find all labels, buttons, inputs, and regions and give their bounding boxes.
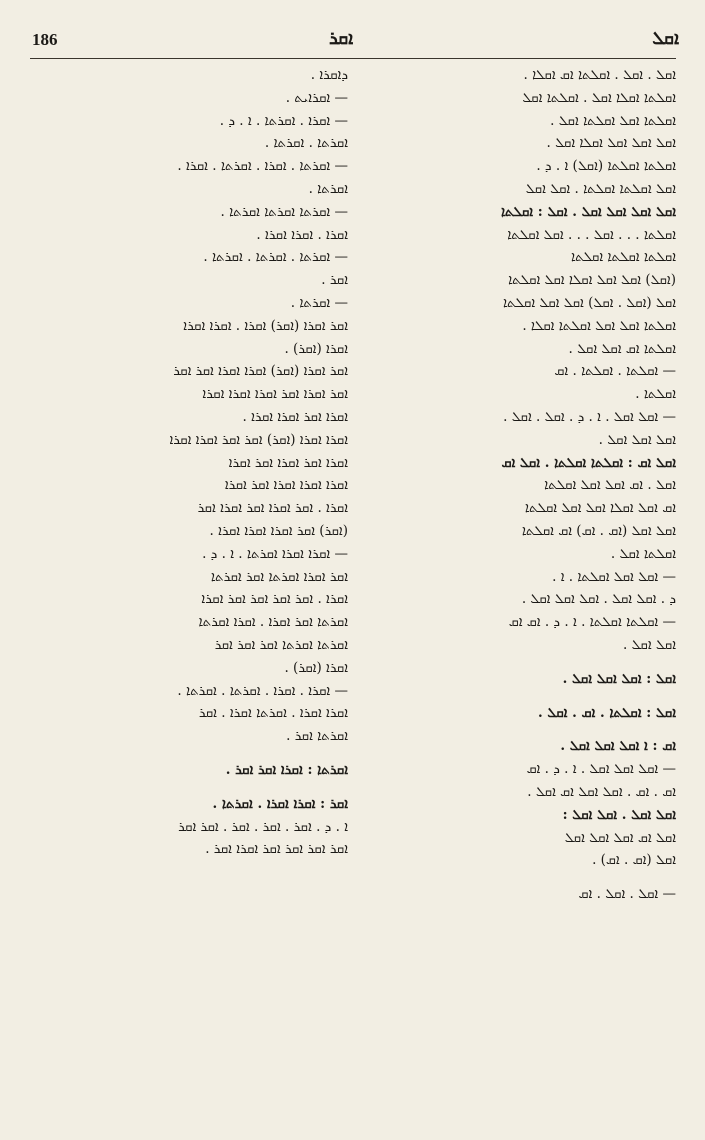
text-line <box>360 724 676 735</box>
text-line: ܐܩܪܐ ܐܩܪܐ . ܐܩܪܬܐ ܐܩܪܐ . ܐܩܪ <box>198 705 348 722</box>
text-line: ܐܩܪܬܐ ܐܩܪ . <box>286 728 348 745</box>
text-line: ܐܩܠ (ܐܩ . ܐܩ) . <box>592 852 676 869</box>
text-line: ܐܩܪܐ (ܐܩܪ) . <box>284 340 348 357</box>
text-line: ܐܩܠܬܐ . . . ܐܩܠ . . . ܐܩܠ ܐܩܠܬܐ <box>507 226 676 243</box>
text-line: — ܐܩܪܬܐ . ܐܩܪܐ . ܐܩܪܬܐ . ܐܩܪܐ . <box>177 158 348 175</box>
text-line: ܐܩܠ ܐܩܠ ܐܩܠ ܐܩܠܐ ܐܩܠ . <box>546 135 676 152</box>
text-line: ܐܩܪܐ ܐܩܪ ܐܩܪܐ ܐܩܪ ܐܩܪܐ <box>228 454 348 471</box>
text-line: — ܐܩܪܐ . ܐܩܪܬܐ . ܐ . ܕ . <box>219 112 348 129</box>
text-line: ܐܩܠܬܐ ܐܩܠܬܐ (ܐܩܠ) ܐ . ܕ . <box>536 158 676 175</box>
text-line: ܐܩܠ ܐܩܠ ܐܩܠ . <box>598 431 676 448</box>
text-line: — ܐܩܪܬܐ . <box>290 294 348 311</box>
text-line: ܕ . ܐܩܠ ܐܩܠ . ܐܩܠ ܐܩܠ ܐܩܠ . <box>521 591 676 608</box>
header-rule <box>30 58 676 59</box>
text-line: ܐܩܠܬܐ ܐܩܠ ܐܩܠܬܐ ܐܩܠ . <box>550 112 676 129</box>
text-line: ܐܩܪܐ (ܐܩܪ) . <box>284 659 348 676</box>
page-number: 186 <box>32 30 58 49</box>
text-line: ܐܩܪܬܐ : ܐܩܪܐ ܐܩܪ ܐܩܪ . <box>225 761 348 778</box>
text-line: ܐܩܪܐ ܐܩܪܐ (ܐܩܪ) ܐܩܪ ܐܩܪ ܐܩܪܐ ܐܩܪܐ <box>169 431 348 448</box>
text-line: — ܐܩܪܬܐ ܐܩܪܬܐ ܐܩܪܬܐ . <box>220 203 348 220</box>
text-line: (ܐܩܠ) ܐܩܠ ܐܩܠ ܐܩܠܐ ܐܩܠ ܐܩܠܬܐ <box>508 272 676 289</box>
text-line: ܐܩ . ܐܩ . ܐܩܠ ܐܩܠ ܐܩ ܐܩܠ . <box>527 783 676 800</box>
text-line: ܐܩܪ ܐܩܪܐ ܐܩܪ ܐܩܪܐ ܐܩܪܐ ܐܩܪܐ <box>202 386 348 403</box>
text-line: ܐܩܠ . ܐܩܠ . ܐܩܠܬܐ ܐܩ ܐܩܠܐ . <box>523 67 676 83</box>
page-header <box>24 28 679 56</box>
text-line: ܐܩܪܬܐ . <box>308 180 348 197</box>
text-line: ܐܩܪ . <box>321 272 348 289</box>
text-line: ܐܩܠ ܐܩ : ܐܩܠܬܐ ܐܩܠܬܐ . ܐܩܠ ܐܩ <box>501 454 676 471</box>
text-line: ܐܩܪܐ ܐܩܪܐ ܐܩܪܐ ܐܩܪ ܐܩܪܐ <box>224 477 348 494</box>
text-line: ܐܩܪܬܐ ܐܩܪܬܐ ܐܩܪ ܐܩܪ ܐܩܪ <box>214 636 348 653</box>
text-line: ܐ . ܕ . ܐܩܪ . ܐܩܪ . ܐܩܪ . ܐܩܪ ܐܩܪ <box>178 818 348 835</box>
running-head-right: ܐܩܠ <box>652 28 679 49</box>
right-column <box>360 64 676 906</box>
text-line: ܐܩܪܐ . ܐܩܪ ܐܩܪ ܐܩܪ ܐܩܪ ܐܩܪܐ <box>201 591 348 608</box>
text-line: ܐܩܪܬܐ ܐܩܪ ܐܩܪܐ . ܐܩܪܐ ܐܩܪܬܐ <box>198 614 348 631</box>
text-line: ܐܩܪ ܐܩܪ ܐܩܪ ܐܩܪ ܐܩܪܐ ܐܩܪ . <box>205 841 348 858</box>
text-line: — ܐܩܠܬܐ ܐܩܠܬܐ . ܐ . ܕ . ܐܩ ܐܩ <box>508 614 676 631</box>
text-line: ܐܩܠ ܐܩܠ . <box>623 636 676 653</box>
text-line: ܐܩܠܬܐ ܐܩܠܐ ܐܩܠ . ܐܩܠܬܐ ܐܩܠ <box>522 89 676 106</box>
text-line: ܕܐܩܪܐ . <box>310 67 348 83</box>
text-line: — ܐܩܠܬܐ . ܐܩܠܬܐ . ܐܩ <box>554 363 676 380</box>
running-head-center: ܐܩܪ <box>329 28 354 49</box>
text-line: — ܐܩܠ ܐܩܠ ܐܩܠ . ܐ . ܕ . ܐܩ <box>526 761 676 778</box>
text-line: ܐܩܠ ܐܩܠ ܐܩܠ ܐܩܠ . ܐܩܠ : ܐܩܠܬܐ <box>500 203 676 220</box>
text-line: ܐܩܪ ܐܩܪܐ ܐܩܪܬܐ ܐܩܪ ܐܩܪܬܐ <box>210 568 348 585</box>
text-line: — ܐܩܪܬܐ . ܐܩܪܬܐ . ܐܩܪܬܐ . <box>203 249 348 266</box>
text-line: ܐܩܪܐ . ܐܩܪܐ ܐܩܪܐ . <box>256 226 348 243</box>
text-line: ܐܩܠ . ܐܩ ܐܩܠ ܐܩܠ ܐܩܠܬܐ <box>544 477 676 494</box>
text-line: ܐܩܠܬܐ ܐܩܠ ܐܩܠ ܐܩܠܬܐ ܐܩܠܐ . <box>522 317 676 334</box>
text-line: — ܐܩܠ . ܐܩܠ . ܐܩ <box>578 886 676 903</box>
text-line <box>28 748 348 759</box>
text-line: ܐܩܠ ܐܩ ܐܩܠ ܐܩܠ ܐܩܠ <box>564 829 676 846</box>
text-line: (ܐܩܪ) ܐܩܪ ܐܩܪܐ ܐܩܪܐ ܐܩܪܐ . <box>209 522 348 539</box>
text-line: ܐܩܠܬܐ ܐܩ ܐܩܠ ܐܩܠ . <box>568 340 676 357</box>
text-line: ܐܩܪܬܐ . ܐܩܪܬܐ . <box>264 135 348 152</box>
text-line: — ܐܩܠ ܐܩܠ . ܐ . ܕ . ܐܩܠ . ܐܩܠ . <box>503 408 676 425</box>
text-line: ܐܩܠ : ܐܩܠ ܐܩܠ ܐܩܠ . <box>562 670 676 687</box>
text-line: — ܐܩܪܐܝܬ . <box>285 89 348 106</box>
text-line: ܐܩܪ : ܐܩܪܐ ܐܩܪܐ . ܐܩܪܬܐ . <box>212 795 348 812</box>
text-line: — ܐܩܠ ܐܩܠ ܐܩܠܬܐ . ܐ . <box>552 568 676 585</box>
text-line <box>360 691 676 702</box>
text-line: ܐܩܠ : ܐܩܠܬܐ . ܐܩ . ܐܩܠ . <box>537 704 676 721</box>
text-line: ܐܩܪ ܐܩܪܐ (ܐܩܪ) ܐܩܪܐ . ܐܩܪܐ ܐܩܪܐ <box>183 317 348 334</box>
left-column <box>28 64 348 861</box>
text-line: ܐܩܠ (ܐܩܠ . ܐܩܠ) ܐܩܠ ܐܩܠ ܐܩܠܬܐ <box>502 294 676 311</box>
text-line: ܐܩܪ ܐܩܪܐ (ܐܩܪ) ܐܩܪܐ ܐܩܪܐ ܐܩܪ ܐܩܪ <box>173 363 348 380</box>
text-line: — ܐܩܪܐ . ܐܩܪܐ . ܐܩܪܬܐ . ܐܩܪܬܐ . <box>177 682 348 699</box>
text-line <box>360 657 676 668</box>
text-line <box>360 872 676 883</box>
text-line: ܐܩܠ ܐܩܠ . ܐܩܠ ܐܩܠ : <box>562 806 676 823</box>
text-line: ܐܩܠ ܐܩܠ (ܐܩ . ܐܩ) ܐܩ ܐܩܠܬܐ <box>521 522 676 539</box>
text-line: ܐܩ ܐܩܠ ܐܩܠܐ ܐܩܠ ܐܩܠ ܐܩܠܬܐ <box>524 500 676 517</box>
text-line <box>28 782 348 793</box>
text-line: ܐܩܠܬܐ ܐܩܠܬܐ ܐܩܠܬܐ <box>571 249 676 266</box>
text-line: — ܐܩܪܐ ܐܩܪܐ ܐܩܪܬܐ . ܐ . ܕ . <box>202 545 348 562</box>
text-line: ܐܩܪܐ ܐܩܪ ܐܩܪܐ ܐܩܪܐ . <box>242 408 348 425</box>
text-line: ܐܩ : ܐ ܐܩܠ ܐܩܠ ܐܩܠ . <box>560 738 676 755</box>
text-line: ܐܩܠܬܐ ܐܩܠ . <box>610 545 676 562</box>
text-line: ܐܩܠܬܐ . <box>635 386 676 403</box>
text-line: ܐܩܪܐ . ܐܩܪ ܐܩܪܐ ܐܩܪ ܐܩܪܐ ܐܩܪ <box>197 500 348 517</box>
text-line: ܐܩܠ ܐܩܠܬܐ ܐܩܠܬܐ . ܐܩܠ ܐܩܠ <box>525 180 676 197</box>
